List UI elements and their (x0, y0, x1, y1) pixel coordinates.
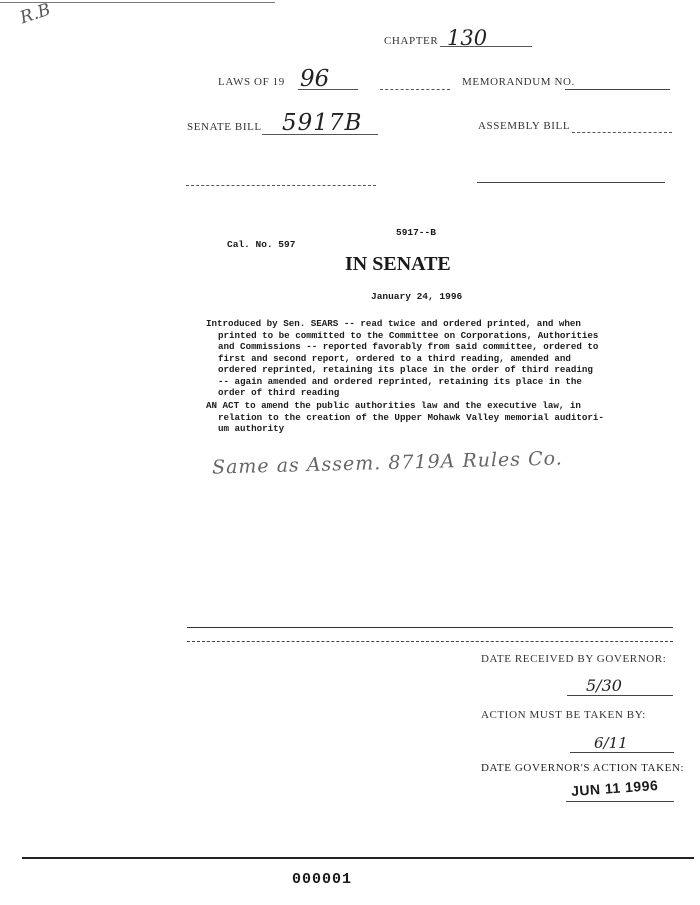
memorandum-label: MEMORANDUM NO. (462, 76, 575, 88)
blank-line-left (186, 185, 376, 186)
assembly-bill-label: ASSEMBLY BILL (478, 120, 571, 132)
laws-label: LAWS OF 19 (218, 76, 285, 88)
introduction-paragraph (206, 318, 646, 399)
action-taken-label: DATE GOVERNOR'S ACTION TAKEN: (481, 762, 685, 774)
action-by-line (570, 752, 674, 753)
laws-value: 96 (300, 66, 330, 92)
chapter-value: 130 (447, 26, 488, 50)
act-line: AN ACT to amend the public authorities law and the executive law, in (206, 400, 581, 411)
divider-rule-1 (187, 627, 673, 628)
action-taken-stamp: JUN 11 1996 (570, 776, 659, 800)
blank-line-right (477, 182, 665, 183)
divider-rule-2 (187, 641, 673, 642)
chapter-label: CHAPTER (384, 35, 439, 47)
handwritten-same-as-note: Same as Assem. 8719A Rules Co. (211, 447, 564, 479)
action-by-label: ACTION MUST BE TAKEN BY: (481, 709, 646, 721)
page-number: 000001 (292, 871, 353, 888)
assembly-bill-line (572, 132, 672, 133)
date-received-line (567, 695, 673, 696)
memorandum-line (565, 89, 670, 90)
bill-date: January 24, 1996 (371, 291, 463, 302)
intro-line: and Commissions -- reported favorably from said committee, ordered to (218, 341, 599, 352)
senate-bill-label: SENATE BILL (187, 121, 262, 133)
footer-rule (22, 857, 694, 859)
intro-line: ordered reprinted, retaining its place in the order of third reading (218, 364, 593, 375)
act-line: um authority (218, 423, 285, 434)
senate-bill-value: 5917B (282, 110, 363, 136)
intro-line: order of third reading (218, 387, 340, 398)
intro-line: -- again amended and ordered reprinted, retaining its place in the (218, 375, 582, 387)
calendar-number: Cal. No. 597 (227, 239, 296, 250)
laws-blank-line (380, 89, 450, 90)
house-title: IN SENATE (345, 253, 451, 275)
bill-number: 5917--B (396, 227, 436, 238)
act-line: relation to the creation of the Upper Mohawk Valley memorial auditori- (218, 411, 604, 423)
intro-line: Introduced by Sen. SEARS -- read twice and ordered printed, and when (206, 318, 581, 329)
date-received-value: 5/30 (586, 676, 622, 695)
action-by-value: 6/11 (594, 734, 628, 752)
action-taken-line (566, 801, 674, 802)
corner-initials: R.B (17, 0, 54, 29)
act-title-paragraph (206, 400, 646, 435)
date-received-label: DATE RECEIVED BY GOVERNOR: (481, 653, 667, 665)
intro-line: printed to be committed to the Committee on Corporations, Authorities (218, 329, 599, 341)
intro-line: first and second report, ordered to a third reading, amended and (218, 352, 571, 364)
